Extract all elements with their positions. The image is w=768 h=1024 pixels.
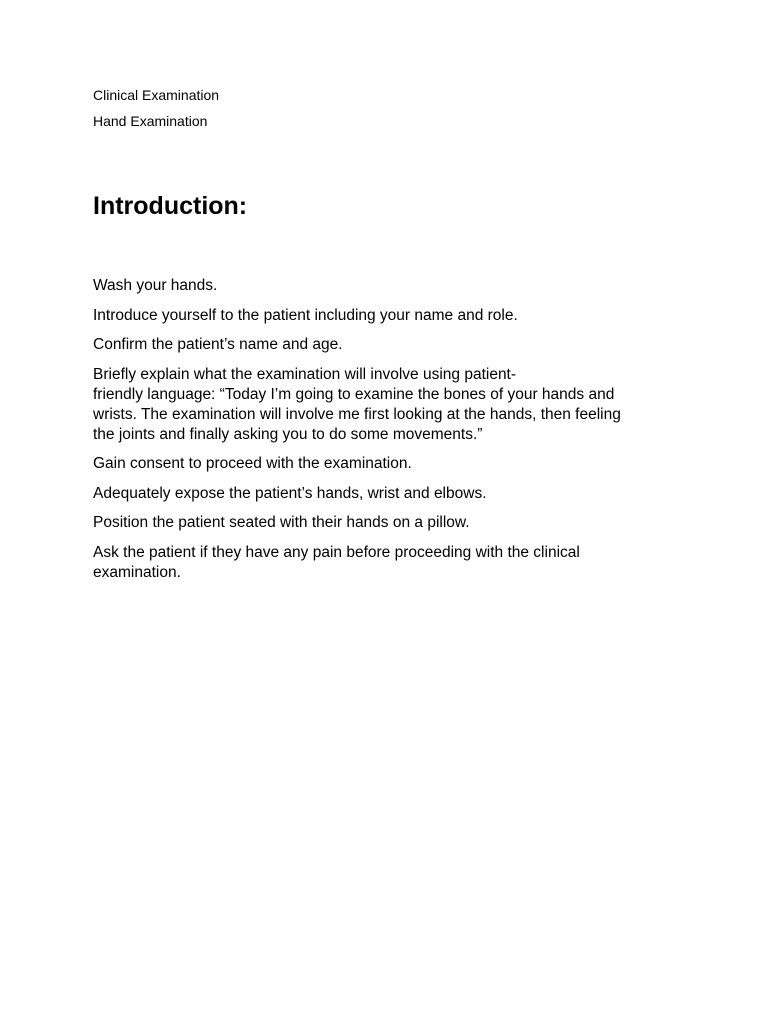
instruction-text-line: Wash your hands. — [93, 277, 218, 294]
instruction-text-line: friendly language: “Today I’m going to examine the bones of your hands and — [93, 385, 615, 403]
instruction-paragraph — [93, 306, 673, 326]
instruction-text-line: Introduce yourself to the patient including your name and role. — [93, 306, 518, 324]
instruction-paragraph — [93, 543, 673, 583]
instruction-text-line: Ask the patient if they have any pain before proceeding with the clinical — [93, 543, 580, 561]
document-subtitle: Hand Examination — [93, 113, 208, 129]
instruction-text-line: Briefly explain what the examination will involve using patient- — [93, 365, 517, 383]
instruction-paragraph — [93, 276, 673, 296]
instruction-text-line: Position the patient seated with their hands on a pillow. — [93, 514, 470, 531]
instruction-text-line: the joints and finally asking you to do some movements.” — [93, 425, 483, 443]
instruction-list — [93, 276, 673, 592]
instruction-text-line: examination. — [93, 563, 181, 581]
instruction-text-line: Gain consent to proceed with the examination. — [93, 455, 412, 472]
instruction-text-line: Confirm the patient’s name and age. — [93, 336, 343, 353]
instruction-paragraph — [93, 513, 673, 533]
document-category: Clinical Examination — [93, 87, 220, 103]
instruction-paragraph — [93, 484, 673, 504]
instruction-paragraph — [93, 454, 673, 474]
section-heading: Introduction: — [93, 192, 248, 220]
instruction-paragraph — [93, 365, 673, 445]
instruction-text-line: wrists. The examination will involve me first looking at the hands, then feeling — [93, 405, 621, 423]
instruction-text-line: Adequately expose the patient’s hands, wrist and elbows. — [93, 484, 487, 502]
instruction-paragraph — [93, 335, 673, 355]
